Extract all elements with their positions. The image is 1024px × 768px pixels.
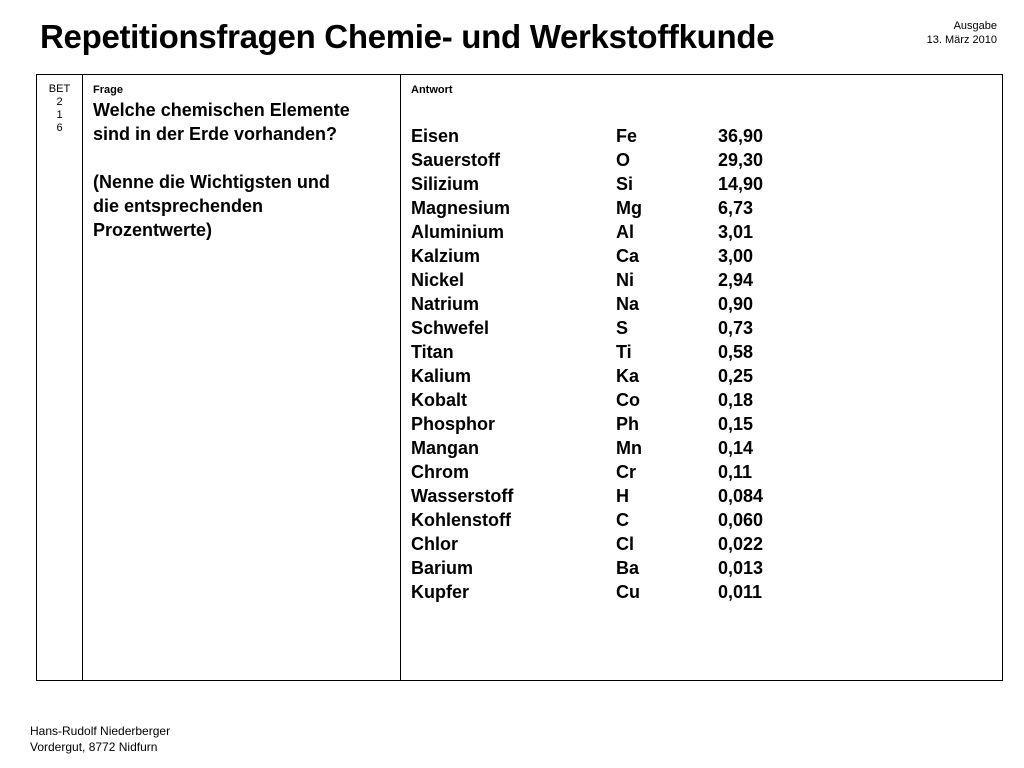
element-name: Barium <box>411 558 474 578</box>
antwort-column <box>401 75 1002 680</box>
element-percent: 0,14 <box>718 438 754 458</box>
element-row <box>411 532 992 556</box>
page-title: Repetitionsfragen Chemie- und Werkstoffkunde <box>40 18 775 55</box>
element-row <box>411 412 992 436</box>
footer-author: Hans-Rudolf Niederberger <box>30 724 171 738</box>
element-percent: 14,90 <box>718 174 764 194</box>
edition-info <box>927 19 997 47</box>
element-row <box>411 292 992 316</box>
element-percent: 0,084 <box>718 486 764 506</box>
element-name: Kalium <box>411 366 472 386</box>
element-name: Phosphor <box>411 414 495 434</box>
element-percent: 36,90 <box>718 126 764 146</box>
element-name: Eisen <box>411 126 460 146</box>
element-row <box>411 148 992 172</box>
element-name: Chlor <box>411 534 458 554</box>
element-row <box>411 196 992 220</box>
element-row <box>411 460 992 484</box>
element-row <box>411 340 992 364</box>
element-name: Nickel <box>411 270 465 290</box>
element-percent: 0,58 <box>718 342 754 362</box>
element-percent: 3,01 <box>718 222 754 242</box>
element-symbol: Ni <box>616 270 634 290</box>
element-percent: 0,013 <box>718 558 764 578</box>
element-symbol: H <box>616 486 629 506</box>
element-symbol: Ka <box>616 366 640 386</box>
bet-column <box>37 75 83 680</box>
element-symbol: O <box>616 150 631 170</box>
antwort-label: Antwort <box>411 84 453 96</box>
element-row <box>411 124 992 148</box>
element-name: Aluminium <box>411 222 504 242</box>
element-symbol: Mg <box>616 198 642 218</box>
element-name: Kohlenstoff <box>411 510 511 530</box>
bet-number: 2 <box>56 96 63 108</box>
footer <box>30 723 170 755</box>
element-percent: 0,022 <box>718 534 764 554</box>
element-list <box>411 124 992 604</box>
element-row <box>411 316 992 340</box>
edition-label: Ausgabe <box>953 20 997 32</box>
question-line: Welche chemischen Elemente <box>93 100 350 120</box>
element-symbol: Cu <box>616 582 640 602</box>
question-card <box>36 74 1003 681</box>
element-row <box>411 508 992 532</box>
element-percent: 0,11 <box>718 462 753 482</box>
element-row <box>411 364 992 388</box>
question-note-line: (Nenne die Wichtigsten und <box>93 172 330 192</box>
element-name: Kobalt <box>411 390 467 410</box>
element-percent: 6,73 <box>718 198 754 218</box>
question-text <box>93 98 390 242</box>
element-symbol: Ph <box>616 414 640 434</box>
element-name: Chrom <box>411 462 469 482</box>
footer-address: Vordergut, 8772 Nidfurn <box>30 740 158 754</box>
question-spacer <box>93 146 390 170</box>
element-symbol: Si <box>616 174 634 194</box>
element-row <box>411 172 992 196</box>
element-percent: 0,25 <box>718 366 754 386</box>
element-symbol: Ti <box>616 342 632 362</box>
element-name: Wasserstoff <box>411 486 514 506</box>
element-symbol: Na <box>616 294 640 314</box>
element-name: Magnesium <box>411 198 511 218</box>
bet-label: BET <box>48 83 71 95</box>
element-percent: 0,73 <box>718 318 754 338</box>
element-symbol: Ba <box>616 558 640 578</box>
element-row <box>411 388 992 412</box>
question-note-line: Prozentwerte) <box>93 220 213 240</box>
bet-number: 1 <box>56 109 63 121</box>
element-name: Silizium <box>411 174 480 194</box>
edition-date: 13. März 2010 <box>926 34 997 46</box>
bet-number: 6 <box>56 122 63 134</box>
element-percent: 29,30 <box>718 150 764 170</box>
element-symbol: S <box>616 318 629 338</box>
element-symbol: Cr <box>616 462 637 482</box>
element-name: Mangan <box>411 438 480 458</box>
element-row <box>411 436 992 460</box>
element-symbol: C <box>616 510 629 530</box>
element-percent: 0,90 <box>718 294 754 314</box>
element-name: Sauerstoff <box>411 150 501 170</box>
question-note-line: die entsprechenden <box>93 196 264 216</box>
element-symbol: Cl <box>616 534 634 554</box>
element-name: Kupfer <box>411 582 469 602</box>
element-row <box>411 580 992 604</box>
element-percent: 0,060 <box>718 510 764 530</box>
element-name: Kalzium <box>411 246 481 266</box>
element-symbol: Ca <box>616 246 640 266</box>
element-name: Natrium <box>411 294 480 314</box>
element-percent: 0,011 <box>718 582 763 602</box>
element-row <box>411 268 992 292</box>
question-line: sind in der Erde vorhanden? <box>93 124 338 144</box>
element-percent: 0,18 <box>718 390 754 410</box>
element-symbol: Al <box>616 222 634 242</box>
element-percent: 2,94 <box>718 270 754 290</box>
element-row <box>411 244 992 268</box>
element-symbol: Mn <box>616 438 642 458</box>
frage-column <box>83 75 401 680</box>
frage-label: Frage <box>93 84 123 96</box>
element-name: Schwefel <box>411 318 490 338</box>
element-row <box>411 220 992 244</box>
element-percent: 3,00 <box>718 246 754 266</box>
element-row <box>411 556 992 580</box>
element-symbol: Fe <box>616 126 638 146</box>
element-percent: 0,15 <box>718 414 754 434</box>
element-name: Titan <box>411 342 454 362</box>
element-symbol: Co <box>616 390 640 410</box>
element-row <box>411 484 992 508</box>
